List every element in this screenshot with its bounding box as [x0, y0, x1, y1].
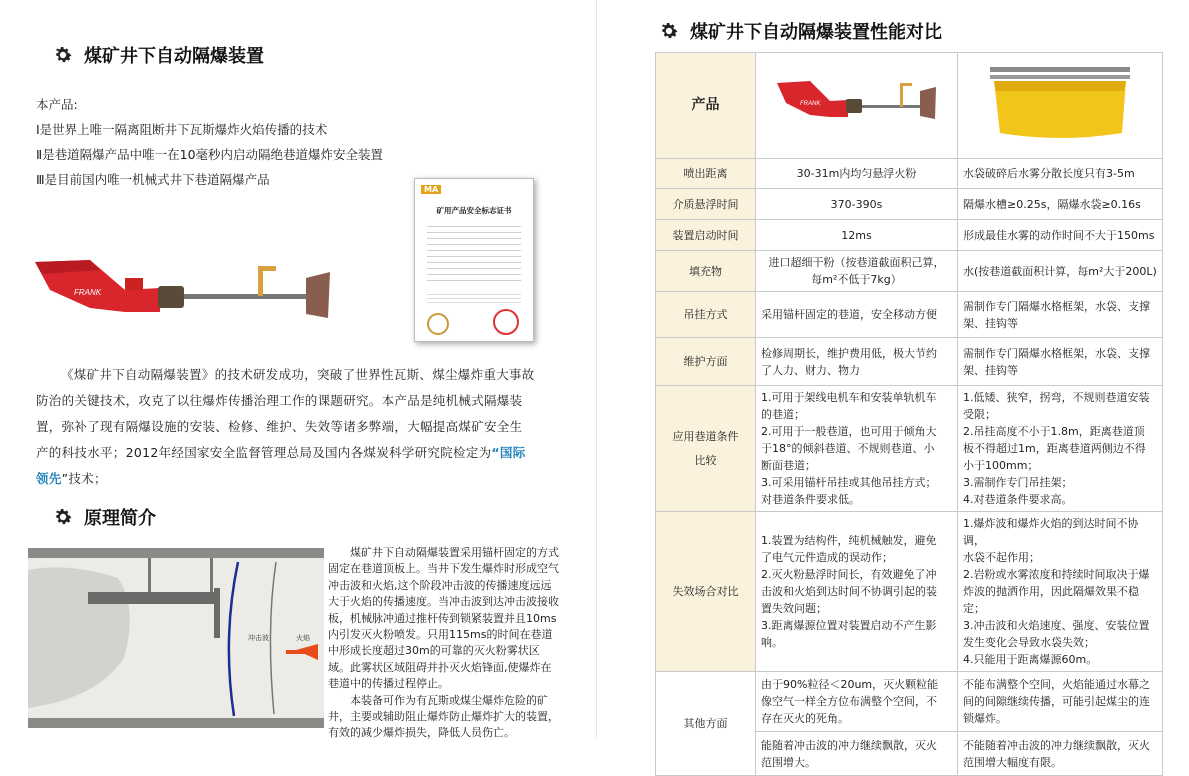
cell-line: 水袋破碎后水雾分散长度只有3-5m [963, 167, 1135, 180]
cell-line: 击波和火焰到达时间不协调引起的装 [761, 585, 937, 598]
principle-line: 域。此雾状区域阻碍并扑灭火焰锋面,使爆炸在 [328, 660, 552, 674]
product-image [30, 250, 340, 330]
cell-line: 1.爆炸波和爆炸火焰的到达时间不协调， [963, 517, 1139, 547]
table-row [656, 292, 1163, 338]
cell-line: 不能随着冲击波的冲力继续飘散，灭火 [963, 738, 1150, 752]
frank-cell [756, 189, 958, 220]
cell-line: 2.可用于一般巷道，也可用于倾角大 [761, 425, 937, 438]
row-label: 填充物 [656, 251, 756, 292]
cell-line: 检修周期长，维护费用低，极大节约 [761, 346, 937, 360]
principle-line: 井，主要或辅助阻止爆炸防止爆炸扩大的装置， [328, 710, 559, 724]
row-label: 喷出距离 [656, 159, 756, 189]
cell-line: 于18°的倾斜巷道、不规则巷道、小 [761, 442, 935, 455]
water-bag-image [970, 63, 1150, 143]
cell-line: 了电气元件造成的误动作； [761, 551, 893, 564]
table-row [656, 189, 1163, 220]
right-title: 煤矿井下自动隔爆装置性能对比 [690, 22, 942, 43]
principle-heading [52, 504, 156, 530]
frank-cell [756, 338, 958, 386]
shock-wave-label: 冲击波 [248, 634, 269, 642]
row-label: 应用巷道条件 比较 [656, 386, 756, 512]
gear-icon [658, 20, 680, 42]
row-label: 失效场合对比 [656, 512, 756, 672]
cell-line: 水(按巷道截面积计算，每m²大于200L) [963, 264, 1157, 278]
frank-product-cell [756, 53, 958, 159]
row-label: 其他方面 [656, 672, 756, 776]
bag-cell [958, 732, 1163, 776]
cell-line: 由于90%粒径＜20um，灭火颗粒能 [761, 678, 939, 691]
cell-line: 3.可采用锚杆吊挂或其他吊挂方式； [761, 476, 937, 489]
gear-icon [52, 44, 74, 66]
intro-block [36, 92, 383, 192]
frank-cell [756, 220, 958, 251]
bag-cell [958, 189, 1163, 220]
right-heading [658, 18, 942, 44]
principle-line: 煤矿井下自动隔爆装置采用锚杆固定的方式 [328, 546, 559, 559]
feature-item: Ⅰ是世界上唯一隔离阻断井下瓦斯爆炸火焰传播的技术 [36, 122, 328, 137]
certificate-notes [427, 291, 521, 303]
bag-cell [958, 159, 1163, 189]
row-label: 装置启动时间 [656, 220, 756, 251]
frank-cell [756, 159, 958, 189]
cell-line: 发生变化会导致水袋失效； [963, 636, 1095, 649]
row-label: 吊挂方式 [656, 292, 756, 338]
feature-item: Ⅲ是目前国内唯一机械式井下巷道隔爆产品 [36, 172, 270, 187]
paragraph-line: 防治的关键技术，攻克了以往爆炸传播治理工作的课题研究。本产品是纯机械式隔爆装 [36, 393, 523, 408]
cell-line: 30-31m内均匀悬浮火粉 [796, 167, 917, 180]
left-title: 煤矿井下自动隔爆装置 [84, 46, 264, 67]
feature-item: Ⅱ是巷道隔爆产品中唯一在10毫秒内启动隔绝巷道爆炸安全装置 [36, 147, 384, 162]
table-row [656, 512, 1163, 672]
cell-line: 2.吊挂高度不小于1.8m，距离巷道顶 [963, 425, 1145, 438]
product-header: 产品 [656, 53, 756, 159]
cell-line: 的巷道； [761, 408, 805, 421]
cell-line: 需制作专门隔爆水格框架，水袋、支撑 [963, 346, 1150, 360]
principle-diagram [28, 548, 324, 728]
water-bag-cell [958, 53, 1163, 159]
cell-line: 4.只能用于距离爆源60m。 [963, 653, 1098, 666]
frank-product-image [772, 73, 942, 133]
cell-line: 范围增大。 [761, 755, 816, 769]
bag-cell [958, 220, 1163, 251]
page-divider [596, 0, 597, 738]
frank-cell [756, 732, 958, 776]
paragraph-line: 置，弥补了现有隔爆设施的安装、检修、维护、失效等诸多弊端，大幅提高煤矿安全生 [36, 419, 523, 434]
table-row [656, 386, 1163, 512]
cell-line: 架、挂钩等 [963, 363, 1018, 377]
cell-line: 能随着冲击波的冲力继续飘散，灭火 [761, 738, 937, 752]
frank-cell [756, 512, 958, 672]
product-brand: FRANK [799, 101, 820, 107]
left-heading [52, 42, 264, 68]
bag-cell [958, 338, 1163, 386]
row-label: 介质悬浮时间 [656, 189, 756, 220]
row-label: 维护方面 [656, 338, 756, 386]
frank-cell [756, 672, 958, 732]
cell-line: 2.灭火粉悬浮时间长，有效避免了冲 [761, 568, 937, 581]
cell-line: 需制作专门隔爆水格框架，水袋、支撑 [963, 299, 1150, 313]
principle-line: 有效的减少爆炸损失，降低人员伤亡。 [328, 726, 515, 740]
cell-line: 3.需制作专门吊挂架； [963, 476, 1073, 489]
cell-line: 对巷道条件要求低。 [761, 493, 860, 506]
safety-certificate [414, 178, 534, 342]
principle-line: 巷道中的传播过程停止。 [328, 677, 449, 691]
cell-line: 进口超细干粉（按巷道截面积己算， [768, 256, 945, 269]
cell-line: 置失效问题； [761, 602, 827, 615]
cell-line: 响。 [761, 636, 783, 649]
certificate-emblem [427, 313, 449, 335]
principle-line: 板，机械脉冲通过推杆传到锁紧装置并且10ms [328, 611, 557, 625]
cell-line: 炸波的抛洒作用，因此隔爆效果不稳定； [963, 585, 1139, 615]
paragraph-line: 产的科技水平；2012年经国家安全监督管理总局及国内各煤炭科学研究院检定为 [36, 445, 492, 460]
frank-cell [756, 386, 958, 512]
table-row [656, 53, 1163, 159]
cell-line: 水袋不起作用； [963, 551, 1040, 564]
bag-cell [958, 251, 1163, 292]
frank-cell [756, 292, 958, 338]
cell-line: 不能布满整个空间，火焰能通过水幕之 [963, 678, 1150, 691]
certificate-title: 矿用产品安全标志证书 [436, 206, 512, 215]
description-paragraph [36, 362, 556, 492]
frank-cell [756, 251, 958, 292]
certificate-lines [427, 221, 521, 281]
cell-line: 12ms [841, 228, 872, 242]
principle-line: 冲击波和火焰,这个阶段冲击波的传播速度远远 [328, 578, 552, 592]
principle-title: 原理简介 [84, 508, 156, 529]
cell-line: 1.低矮、狭窄，拐弯，不规则巷道安装 [963, 391, 1150, 404]
cell-line: 像空气一样全方位布满整个空间，不 [761, 695, 937, 708]
cell-line: 1.可用于架线电机车和安装单轨机车 [761, 391, 937, 404]
bag-cell [958, 292, 1163, 338]
principle-line: 固定在巷道顶板上。当井下发生爆炸时形成空气 [328, 562, 559, 576]
intro-label: 本产品: [36, 97, 78, 112]
cell-line: 1.装置为结构件，纯机械触发，避免 [761, 534, 937, 547]
bag-cell [958, 672, 1163, 732]
cell-line: 每m²不低于7kg） [811, 273, 902, 286]
table-row [656, 251, 1163, 292]
paragraph-end: ”技术； [61, 471, 107, 486]
cell-line: 小于100mm； [963, 459, 1039, 472]
cell-line: 了人力、财力、物力 [761, 363, 860, 377]
paragraph-line: 《煤矿井下自动隔爆装置》的技术研发成功，突破了世界性瓦斯、煤尘爆炸重大事故 [61, 367, 535, 382]
certificate-logo: MA [421, 185, 441, 194]
cell-line: 2.岩粉或水雾浓度和持续时间取决于爆 [963, 568, 1150, 581]
cell-line: 隔爆水槽≥0.25s，隔爆水袋≥0.16s [963, 197, 1141, 211]
cell-line: 4.对巷道条件要求高。 [963, 493, 1073, 506]
product-brand: FRANK [74, 288, 102, 297]
cell-line: 板不得超过1m，距离巷道两侧边不得 [963, 442, 1146, 455]
cell-line: 采用锚杆固定的巷道，安全移动方便 [761, 308, 937, 321]
gear-icon [52, 506, 74, 528]
cell-line: 断面巷道； [761, 459, 816, 472]
principle-line: 内引发灭火粉喷发。只用115ms的时间在巷道 [328, 628, 553, 642]
cell-line: 架、挂钩等 [963, 316, 1018, 330]
table-row [656, 220, 1163, 251]
flame-label: 火焰 [296, 634, 310, 642]
cell-line: 范围增大幅度有限。 [963, 755, 1062, 769]
principle-line: 中形成长度超过30m的可靠的灭火粉雾状区 [328, 644, 540, 658]
principle-line: 本装备可作为有瓦斯或煤尘爆炸危险的矿 [328, 693, 548, 707]
comparison-table [655, 52, 1163, 776]
bag-cell [958, 512, 1163, 672]
highlight-text: 领先 [36, 471, 62, 486]
cell-line: 形成最佳水雾的动作时间不大于150ms [963, 228, 1155, 242]
table-row [656, 338, 1163, 386]
table-row [656, 159, 1163, 189]
certificate-seal [493, 309, 519, 335]
cell-line: 锁爆炸。 [963, 712, 1007, 725]
cell-line: 受限； [963, 408, 996, 421]
cell-line: 370-390s [830, 197, 883, 211]
bag-cell [958, 386, 1163, 512]
cell-line: 3.冲击波和火焰速度、强度、安装位置 [963, 619, 1150, 632]
principle-text [328, 545, 566, 742]
highlight-text: “国际 [491, 445, 526, 460]
cell-line: 存在灭火的死角。 [761, 712, 849, 725]
principle-line: 大于火焰的传播速度。当冲击波到达冲击波接收 [328, 595, 559, 609]
cell-line: 间的间隙继续传播，可能引起煤尘的连 [963, 695, 1150, 708]
table-row [656, 672, 1163, 732]
cell-line: 3.距离爆源位置对装置启动不产生影 [761, 619, 937, 632]
